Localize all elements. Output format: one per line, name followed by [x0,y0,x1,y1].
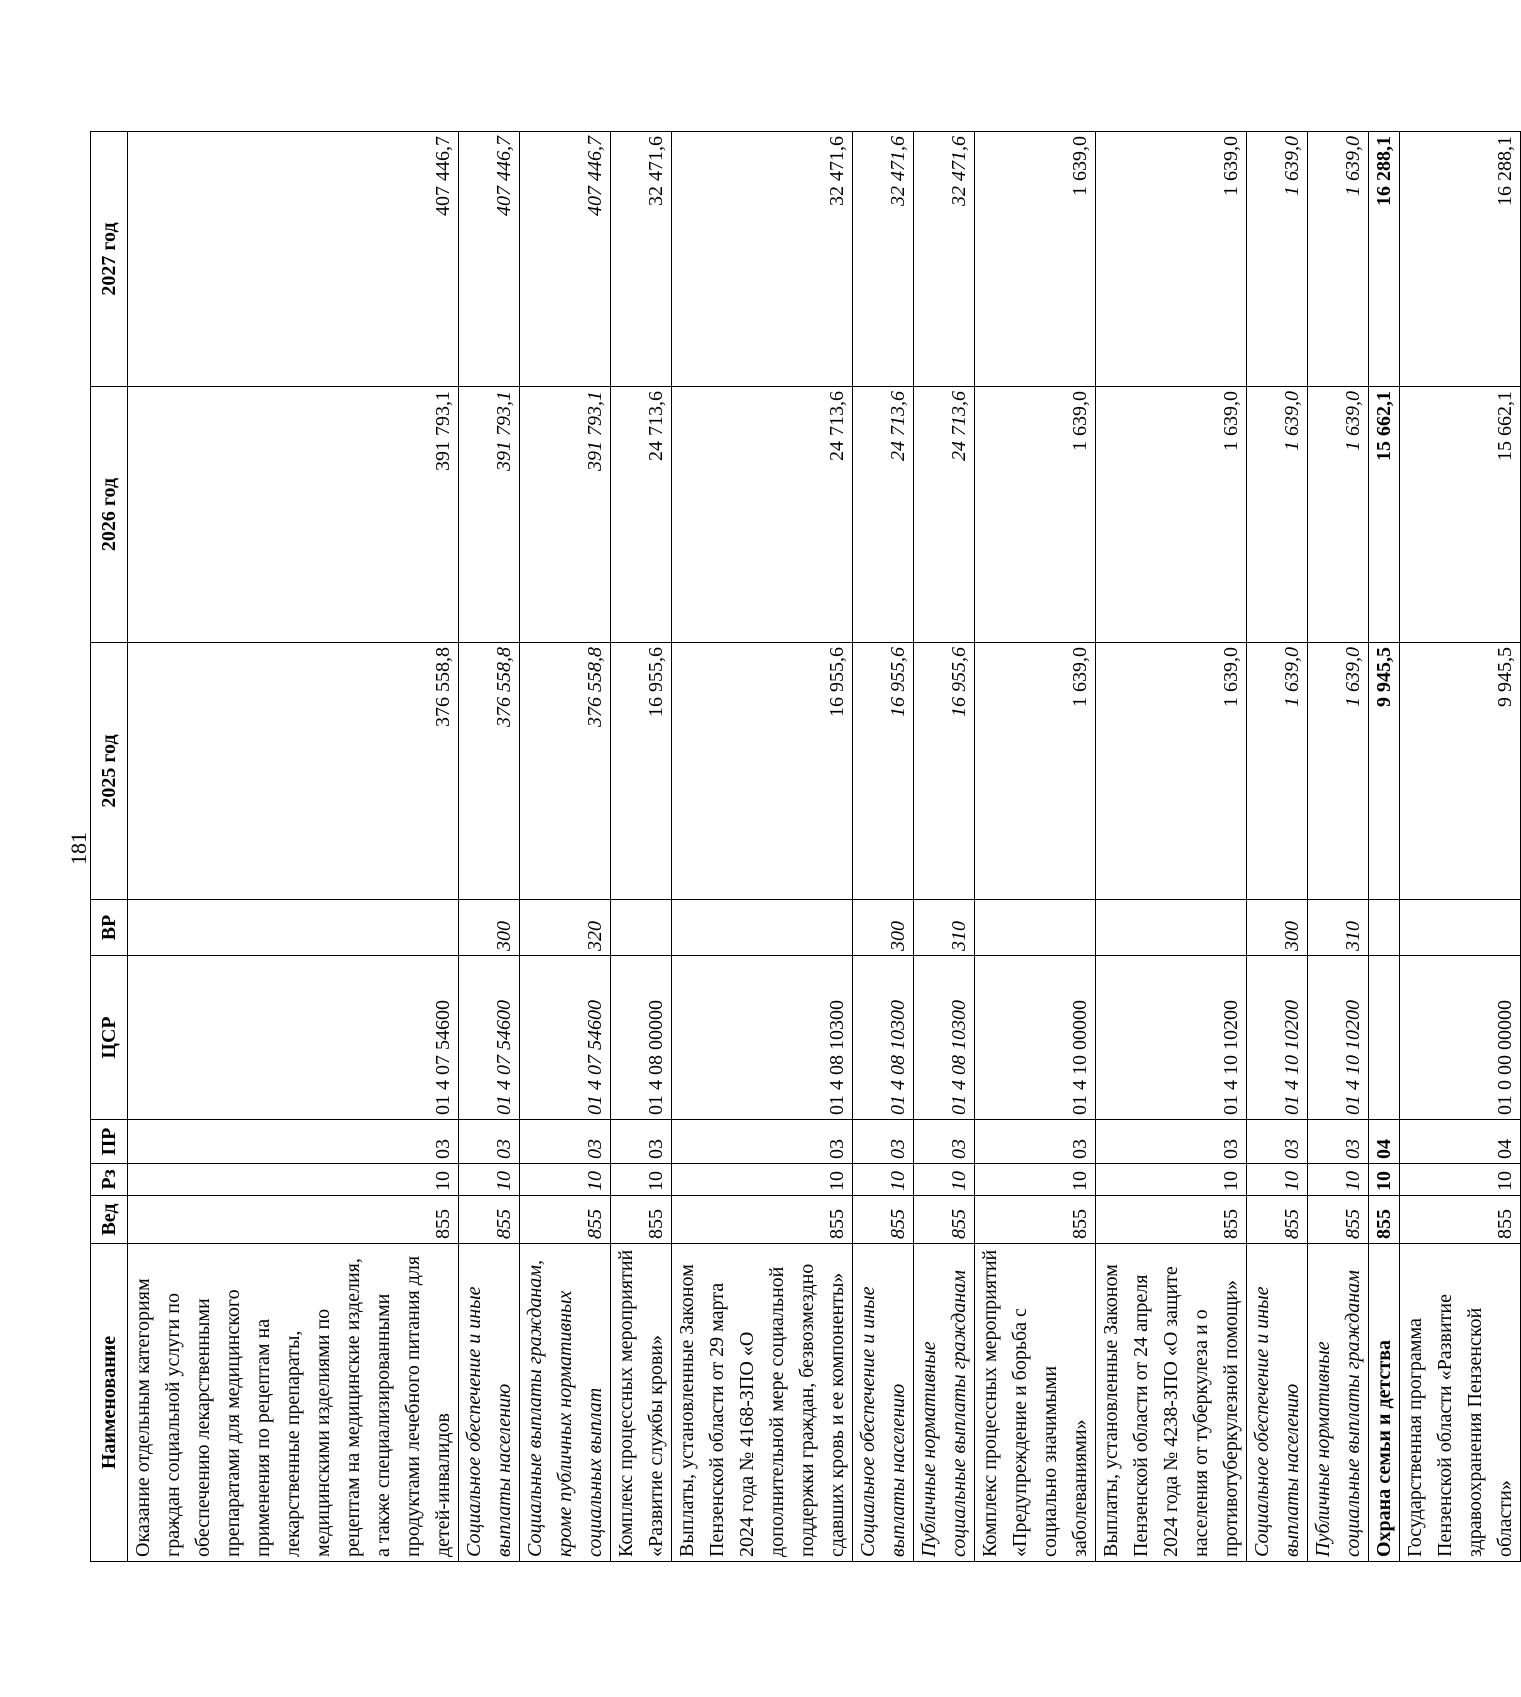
row-2027: 16 288,1 [1369,132,1400,387]
header-2025: 2025 год [91,643,128,900]
row-pr: 03 [1308,1120,1369,1164]
row-vr: 310 [1308,900,1369,956]
row-vr: 320 [520,900,611,956]
row-name: Выплаты, установленные Законом Пензенской области от 29 марта 2024 года № 4168-ЗПО «О дополнительной мере социальной поддержки граждан, безвозмездно сдавших кровь и ее компоненты» [672,1244,853,1562]
row-2025: 376 558,8 [520,643,611,900]
row-vr [128,900,459,956]
row-pr: 03 [672,1120,853,1164]
row-2026: 24 713,6 [853,387,914,643]
row-2025: 16 955,6 [853,643,914,900]
row-vr [1369,900,1400,956]
row-pr: 04 [1400,1120,1521,1164]
row-2025: 16 955,6 [611,643,672,900]
row-csr: 01 4 08 10300 [853,956,914,1120]
table-row [1369,132,1400,1562]
row-2026: 1 639,0 [975,387,1096,643]
row-2027: 1 639,0 [1308,132,1369,387]
table-row [975,132,1096,1562]
row-ved: 855 [672,1196,853,1244]
row-rz: 10 [1247,1164,1308,1196]
row-2027: 407 446,7 [520,132,611,387]
row-2025: 1 639,0 [975,643,1096,900]
row-rz: 10 [459,1164,520,1196]
row-ved: 855 [1247,1196,1308,1244]
row-2027: 1 639,0 [1096,132,1247,387]
row-vr: 300 [1247,900,1308,956]
row-vr: 300 [459,900,520,956]
row-csr: 01 0 00 00000 [1400,956,1521,1120]
row-2025: 1 639,0 [1308,643,1369,900]
table-row [853,132,914,1562]
table-row [914,132,975,1562]
row-2027: 32 471,6 [853,132,914,387]
row-vr [672,900,853,956]
row-ved: 855 [975,1196,1096,1244]
row-name: Социальное обеспечение и иные выплаты населению [459,1244,520,1562]
table-row [1308,132,1369,1562]
row-2027: 16 288,1 [1400,132,1521,387]
row-2026: 1 639,0 [1308,387,1369,643]
row-rz: 10 [914,1164,975,1196]
table-row [1247,132,1308,1562]
row-2026: 391 793,1 [459,387,520,643]
row-pr: 03 [611,1120,672,1164]
table-row [128,132,459,1562]
row-ved: 855 [611,1196,672,1244]
row-2027: 1 639,0 [975,132,1096,387]
row-2026: 15 662,1 [1369,387,1400,643]
table-row [672,132,853,1562]
row-rz: 10 [853,1164,914,1196]
row-rz: 10 [1096,1164,1247,1196]
row-name: Выплаты, установленные Законом Пензенской области от 24 апреля 2024 года № 4238-ЗПО «О защите населения от туберкулеза и о противотуберкулезной помощи» [1096,1244,1247,1562]
row-ved: 855 [459,1196,520,1244]
row-vr [1400,900,1521,956]
row-csr [1369,956,1400,1120]
row-name: Оказание отдельным категориям граждан социальной услуги по обеспечению лекарственными препаратами для медицинского применения по рецептам на лекарственные препараты, медицинскими изделиями по рецептам на медицинские изделия, а также специализированными продуктами лечебного питания для детей-инвалидов [128,1244,459,1562]
row-name: Публичные нормативные социальные выплаты гражданам [1308,1244,1369,1562]
row-csr: 01 4 07 54600 [459,956,520,1120]
page-number: 181 [66,832,91,865]
row-rz: 10 [520,1164,611,1196]
row-csr: 01 4 10 10200 [1247,956,1308,1120]
row-rz: 10 [1308,1164,1369,1196]
row-2025: 9 945,5 [1369,643,1400,900]
table-row [459,132,520,1562]
row-2025: 16 955,6 [914,643,975,900]
header-ved: Вед [91,1196,128,1244]
row-pr: 04 [1369,1120,1400,1164]
row-rz: 10 [975,1164,1096,1196]
row-ved: 855 [914,1196,975,1244]
row-2027: 32 471,6 [611,132,672,387]
row-ved: 855 [128,1196,459,1244]
row-2027: 32 471,6 [672,132,853,387]
row-vr [975,900,1096,956]
row-csr: 01 4 10 10200 [1308,956,1369,1120]
row-2025: 16 955,6 [672,643,853,900]
row-vr: 300 [853,900,914,956]
row-vr [1096,900,1247,956]
table-row [1400,132,1521,1562]
row-2027: 407 446,7 [459,132,520,387]
header-pr: ПР [91,1120,128,1164]
row-rz: 10 [1400,1164,1521,1196]
row-2026: 1 639,0 [1096,387,1247,643]
row-csr: 01 4 10 10200 [1096,956,1247,1120]
row-name: Социальное обеспечение и иные выплаты населению [853,1244,914,1562]
row-2026: 1 639,0 [1247,387,1308,643]
row-csr: 01 4 07 54600 [128,956,459,1120]
row-2026: 391 793,1 [128,387,459,643]
row-name: Комплекс процессных мероприятий «Предупреждение и борьба с социально значимыми заболеваниями» [975,1244,1096,1562]
budget-table [90,131,1521,1562]
row-ved: 855 [1308,1196,1369,1244]
row-csr: 01 4 08 00000 [611,956,672,1120]
row-2025: 376 558,8 [459,643,520,900]
row-vr [611,900,672,956]
row-ved: 855 [1400,1196,1521,1244]
row-pr: 03 [459,1120,520,1164]
row-2025: 376 558,8 [128,643,459,900]
header-name: Наименование [91,1244,128,1562]
row-name: Государственная программа Пензенской области «Развитие здравоохранения Пензенской области» [1400,1244,1521,1562]
table-row [611,132,672,1562]
row-csr: 01 4 10 00000 [975,956,1096,1120]
row-name: Комплекс процессных мероприятий «Развитие службы крови» [611,1244,672,1562]
row-pr: 03 [1096,1120,1247,1164]
row-pr: 03 [975,1120,1096,1164]
table-row [1096,132,1247,1562]
row-2025: 9 945,5 [1400,643,1521,900]
row-2026: 24 713,6 [914,387,975,643]
row-2026: 391 793,1 [520,387,611,643]
row-vr: 310 [914,900,975,956]
row-pr: 03 [853,1120,914,1164]
row-pr: 03 [128,1120,459,1164]
row-name: Социальное обеспечение и иные выплаты населению [1247,1244,1308,1562]
row-2025: 1 639,0 [1096,643,1247,900]
header-rz: Рз [91,1164,128,1196]
row-rz: 10 [611,1164,672,1196]
table-row [520,132,611,1562]
row-name: Публичные нормативные социальные выплаты гражданам [914,1244,975,1562]
header-2026: 2026 год [91,387,128,643]
row-2026: 15 662,1 [1400,387,1521,643]
row-name: Охрана семьи и детства [1369,1244,1400,1562]
row-ved: 855 [520,1196,611,1244]
row-rz: 10 [1369,1164,1400,1196]
row-ved: 855 [853,1196,914,1244]
row-rz: 10 [128,1164,459,1196]
row-rz: 10 [672,1164,853,1196]
row-csr: 01 4 08 10300 [914,956,975,1120]
row-ved: 855 [1096,1196,1247,1244]
row-2027: 32 471,6 [914,132,975,387]
header-csr: ЦСР [91,956,128,1120]
row-pr: 03 [914,1120,975,1164]
row-2026: 24 713,6 [672,387,853,643]
row-2027: 407 446,7 [128,132,459,387]
row-pr: 03 [1247,1120,1308,1164]
row-csr: 01 4 08 10300 [672,956,853,1120]
table-header-row [91,132,128,1562]
row-2027: 1 639,0 [1247,132,1308,387]
header-2027: 2027 год [91,132,128,387]
row-2025: 1 639,0 [1247,643,1308,900]
row-name: Социальные выплаты гражданам, кроме публичных нормативных социальных выплат [520,1244,611,1562]
row-2026: 24 713,6 [611,387,672,643]
row-pr: 03 [520,1120,611,1164]
row-ved: 855 [1369,1196,1400,1244]
header-vr: ВР [91,900,128,956]
row-csr: 01 4 07 54600 [520,956,611,1120]
